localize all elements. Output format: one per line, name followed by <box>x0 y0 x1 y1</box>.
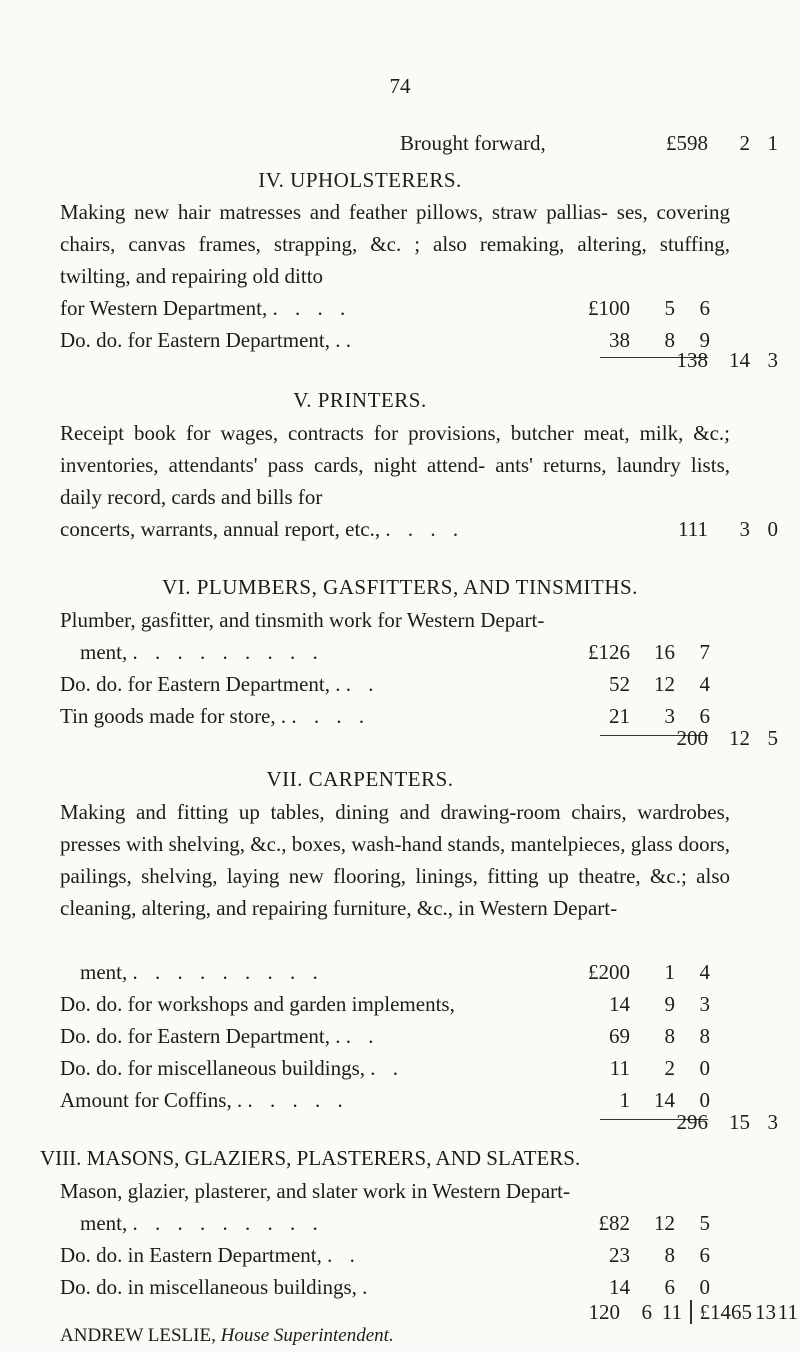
line-item-pounds: 14 <box>609 1275 630 1299</box>
line-item-label: Do. do. in miscellaneous buildings, . <box>60 1275 374 1299</box>
line-item-pence: 4 <box>699 672 710 696</box>
total-rule <box>690 1300 692 1324</box>
signature-role: House Superintendent. <box>220 1325 394 1346</box>
section-heading-upholsterers: IV. UPHOLSTERERS. <box>258 168 462 192</box>
line-item-pounds: 38 <box>609 328 630 352</box>
line-item-pence: 7 <box>699 640 710 664</box>
line-item-pence: 3 <box>699 992 710 1016</box>
line-item-shillings: 12 <box>654 1211 675 1235</box>
line-item-shillings: 8 <box>664 1243 675 1267</box>
line-item-shillings: 9 <box>664 992 675 1016</box>
line-item-label: ment, . . . . . . . . . <box>80 1211 324 1235</box>
brought-forward-pence: 1 <box>767 131 778 155</box>
line-item-shillings: 1 <box>664 960 675 984</box>
grand-total-shillings: 13 <box>755 1300 776 1324</box>
line-item-shillings: 8 <box>664 1024 675 1048</box>
line-item-label: Do. do. in Eastern Department, . . <box>60 1243 361 1267</box>
signature <box>60 1322 394 1350</box>
line-item-pence: 9 <box>699 328 710 352</box>
section-total-shillings: 15 <box>729 1110 750 1134</box>
line-item-pence: 4 <box>699 960 710 984</box>
section-intro-masons: Mason, glazier, plasterer, and slater work in Western Depart- <box>60 1179 570 1203</box>
line-item-pence: 0 <box>699 1088 710 1112</box>
line-item-label: ment, . . . . . . . . . <box>80 960 324 984</box>
section-heading-printers: V. PRINTERS. <box>293 388 427 412</box>
line-item-pence: 8 <box>699 1024 710 1048</box>
signature-name: ANDREW LESLIE, <box>60 1325 216 1346</box>
line-item-shillings: 6 <box>664 1275 675 1299</box>
line-item-pence: 0 <box>699 1056 710 1080</box>
line-item-shillings: 16 <box>654 640 675 664</box>
line-item-pence: 6 <box>699 296 710 320</box>
section-total-shillings: 3 <box>739 517 750 541</box>
section-total-shillings: 12 <box>729 726 750 750</box>
line-item-pounds: £200 <box>588 960 630 984</box>
section-intro-printers: Receipt book for wages, contracts for provisions, butcher meat, milk, &c.; inventories, attendants' pass cards, night attend- ants' returns, laundry lists, daily record, cards and bills for <box>60 421 730 509</box>
section-total-pounds: 296 <box>676 1110 708 1134</box>
section-total-shillings: 6 <box>641 1300 652 1324</box>
line-item-shillings: 14 <box>654 1088 675 1112</box>
brought-forward-pounds: £598 <box>666 131 708 155</box>
line-item-pounds: 1 <box>619 1088 630 1112</box>
line-item-pounds: 11 <box>609 1056 630 1080</box>
section-heading-masons: VIII. MASONS, GLAZIERS, PLASTERERS, AND SLATERS. <box>40 1146 581 1170</box>
section-intro-carpenters: Making and fitting up tables, dining and drawing-room chairs, wardrobes, presses with shelving, &c., boxes, wash-hand stands, mantelpieces, glass doors, pailings, shelving, laying new flooring, linings, fitting up theatre, &c.; also cleaning, altering, and repairing furniture, &c., in Western Depart- <box>60 800 730 920</box>
section-total-pence: 11 <box>661 1300 682 1324</box>
line-item-shillings: 8 <box>664 328 675 352</box>
line-item-pounds: 14 <box>609 992 630 1016</box>
section-total-pounds: 138 <box>676 348 708 372</box>
line-item-pounds: £126 <box>588 640 630 664</box>
section-heading-carpenters: VII. CARPENTERS. <box>266 767 454 791</box>
section-total-pounds: 120 <box>588 1300 620 1324</box>
line-item-label: Do. do. for Eastern Department, . . . <box>60 672 380 696</box>
section-total-pence: 3 <box>767 348 778 372</box>
section-total-pence: 3 <box>767 1110 778 1134</box>
section-total-pounds: 200 <box>676 726 708 750</box>
line-item-label: ment, . . . . . . . . . <box>80 640 324 664</box>
line-item-shillings: 2 <box>664 1056 675 1080</box>
line-item-shillings: 5 <box>664 296 675 320</box>
section-heading-plumbers: VI. PLUMBERS, GASFITTERS, AND TINSMITHS. <box>162 575 638 599</box>
line-item-pounds: 52 <box>609 672 630 696</box>
line-item-pounds: 23 <box>609 1243 630 1267</box>
line-item-pounds: 21 <box>609 704 630 728</box>
line-item-pence: 0 <box>699 1275 710 1299</box>
line-item-label: for Western Department, . . . . <box>60 296 352 320</box>
line-item-pounds: £100 <box>588 296 630 320</box>
line-item-pence: 5 <box>699 1211 710 1235</box>
line-item-label: Amount for Coffins, . . . . . . <box>60 1088 349 1112</box>
line-item-shillings: 12 <box>654 672 675 696</box>
section-intro-plumbers: Plumber, gasfitter, and tinsmith work for Western Depart- <box>60 608 545 632</box>
brought-forward-shillings: 2 <box>739 131 750 155</box>
line-item-label: Do. do. for Eastern Department, . . <box>60 328 357 352</box>
line-item-label: Tin goods made for store, . . . . . <box>60 704 371 728</box>
line-item-pence: 6 <box>699 704 710 728</box>
section-total-pence: 0 <box>767 517 778 541</box>
brought-forward-label: Brought forward, <box>400 131 546 155</box>
line-item-shillings: 3 <box>664 704 675 728</box>
line-item-label: Do. do. for workshops and garden implements, <box>60 992 455 1016</box>
section-total-pounds: 111 <box>678 517 708 541</box>
section-total-pence: 5 <box>767 726 778 750</box>
page-number: 74 <box>389 74 411 98</box>
grand-total-pence: 11 <box>777 1300 798 1324</box>
line-item-pence: 6 <box>699 1243 710 1267</box>
grand-total-pounds: £1465 <box>699 1300 752 1324</box>
line-item-label: concerts, warrants, annual report, etc., . . . . <box>60 517 465 541</box>
line-item-pounds: 69 <box>609 1024 630 1048</box>
section-intro-upholsterers: Making new hair matresses and feather pillows, straw pallias- ses, covering chairs, canvas frames, strapping, &c. ; also remaking, altering, stuffing, twilting, and repairing old ditto <box>60 200 730 288</box>
line-item-label: Do. do. for miscellaneous buildings, . . <box>60 1056 405 1080</box>
line-item-pounds: £82 <box>598 1211 630 1235</box>
line-item-label: Do. do. for Eastern Department, . . . <box>60 1024 380 1048</box>
section-total-shillings: 14 <box>729 348 750 372</box>
